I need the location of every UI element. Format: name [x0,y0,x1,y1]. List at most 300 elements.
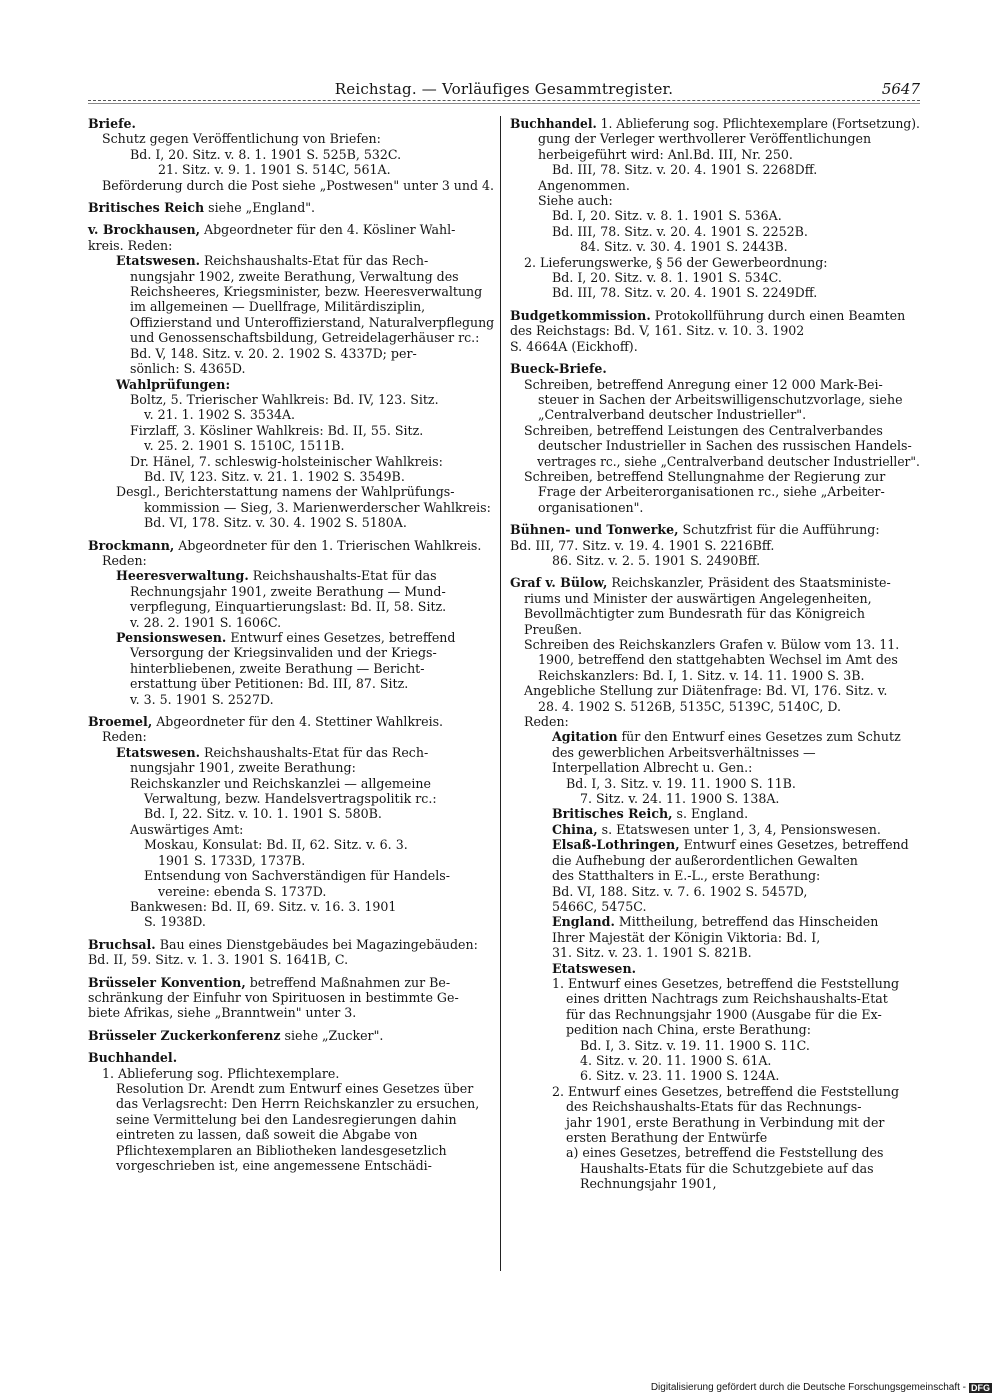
entry-line [88,284,494,299]
entry-line [510,453,920,469]
line-text: vereine: ebenda S. 1737D. [158,883,327,899]
entry-line [88,884,494,899]
entry-line [88,423,494,438]
entry-line [510,868,920,883]
headword-text: Bau eines Dienstgebäudes bei Magazingebäuden: [155,936,478,952]
line-text: biete Afrikas, siehe „Branntwein" unter 3. [88,1005,357,1021]
line-text: Pflichtexemplaren an Bibliotheken landesgesetzlich [116,1142,447,1158]
line-text: nungsjahr 1901, zweite Berathung: [130,760,356,776]
line-text: Firzlaff, 3. Kösliner Wahlkreis: Bd. II, 55. Sitz. [130,422,424,438]
headword: Brockmann, [88,537,175,553]
headword-text: 1. Ablieferung sog. Pflichtexemplare (Fortsetzung). [596,116,920,131]
headword-text: Reichskanzler, Präsident des Staatsministe- [607,575,891,591]
line-text: v. 25. 2. 1901 S. 1510C, 1511B. [144,438,345,454]
line-text: 28. 4. 1902 S. 5126B, 5135C, 5139C, 5140C, D. [538,698,841,714]
line-text: Entwurf eines Gesetzes, betreffend [226,630,456,645]
entry-headline [88,714,494,729]
entry-line [88,822,494,837]
entry-line [88,346,494,361]
left-column [88,116,494,1180]
header-rule-solid [88,103,920,104]
entry-line [510,760,920,775]
line-text: erstattung über Petitionen: Bd. III, 87. Sitz. [130,676,409,692]
line-text: jahr 1901, erste Berathung in Verbindung mit der [566,1114,885,1130]
entry-line [88,178,493,193]
entry-line [510,714,920,729]
headword-text: Abgeordneter für den 4. Stettiner Wahlkreis. [152,714,444,730]
entry-line [88,584,494,599]
entry-line [510,270,920,285]
right-column [510,116,920,1199]
line-text: Dr. Hänel, 7. schleswig-holsteinischer Wahlkreis: [130,453,443,469]
entry-line [88,377,494,392]
entry-line [510,822,920,837]
entry-line [510,339,920,354]
index-entry [510,308,920,354]
line-text: Bd. I, 3. Sitz. v. 19. 11. 1900 S. 11B. [566,775,796,791]
entry-line [510,1022,920,1037]
line-text: v. 28. 2. 1901 S. 1606C. [130,614,282,630]
line-text: kreis. Reden: [88,237,173,253]
entry-line [510,484,920,499]
subheading: Britisches Reich, [552,806,673,822]
entry-line [510,945,920,960]
line-text: Reden: [524,714,569,730]
entry-line [88,1066,494,1081]
entry-line [88,1158,494,1173]
entry-line [510,1115,920,1130]
entry-headline [88,538,494,553]
line-text: Boltz, 5. Trierischer Wahlkreis: Bd. IV, 123. Sitz. [130,391,439,407]
index-entry [88,222,494,530]
line-text: Beförderung durch die Post siehe „Postwesen" unter 3 und 4. [101,177,495,193]
entry-line [510,1145,920,1160]
index-entry [510,361,920,515]
entry-line [510,538,920,553]
entry-headline [88,116,494,131]
entry-headline [88,1050,494,1065]
entry-headline [510,522,920,537]
line-text: 2. Entwurf eines Gesetzes, betreffend die Feststellung [552,1083,900,1099]
line-text: Reden: [102,552,147,568]
line-text: Reichshaushalts-Etat für das Rech- [199,253,429,269]
line-text: 31. Sitz. v. 23. 1. 1901 S. 821B. [552,945,752,961]
entry-line [88,661,494,676]
headword: Brüsseler Konvention, [88,974,246,990]
line-text: Versorgung der Kriegsinvaliden und der Kriegs- [130,645,437,661]
line-text: Bevollmächtigter zum Bundesrath für das Königreich [524,606,865,622]
entry-line [88,253,494,268]
entry-line [88,1096,494,1111]
entry-line [88,469,494,484]
entry-line [510,1068,920,1083]
headword-text: Abgeordneter für den 1. Trierischen Wahlkreis. [174,537,482,553]
line-text: Siehe auch: [538,193,613,209]
line-text: Schutz gegen Veröffentlichung von Briefen: [102,131,381,147]
entry-line [88,515,494,530]
line-text: Schreiben, betreffend Leistungen des Centralverbandes [524,422,883,438]
entry-line [88,745,494,760]
entry-line [510,423,920,438]
subheading: Heeresverwaltung. [116,568,249,584]
subheading: England. [552,914,615,930]
line-text: Reichskanzler und Reichskanzlei — allgemeine [130,775,431,791]
entry-line [510,407,920,422]
entry-line [510,377,920,392]
line-text: und Genossenschaftsbildung, Getreidelagerhäuser rc.: [130,330,480,346]
entry-line [88,676,494,691]
entry-line [510,224,920,239]
line-text: 1901 S. 1733D, 1737B. [158,852,306,868]
line-text: a) eines Gesetzes, betreffend die Feststellung des [566,1145,884,1161]
line-text: Schreiben des Reichskanzlers Grafen v. Bülow vom 13. 11. [524,637,900,652]
headword: Budgetkommission. [510,307,651,323]
line-text: Bd. III, 78. Sitz. v. 20. 4. 1901 S. 2268Dff. [552,162,818,178]
entry-line [88,314,495,330]
subheading: China, [552,821,598,837]
entry-line [88,806,494,821]
line-text: Ihrer Majestät der Königin Viktoria: Bd. I, [552,929,821,945]
page-number: 5647 [881,80,920,98]
headword-text: siehe „Zucker". [280,1027,384,1043]
line-text: für den Entwurf eines Gesetzes zum Schutz [617,729,901,745]
entry-headline [88,1028,494,1043]
index-entry [510,522,920,568]
entry-line [88,599,494,614]
line-text: Bd. II, 59. Sitz. v. 1. 3. 1901 S. 1641B, C. [88,952,349,968]
line-text: 5466C, 5475C. [552,898,647,914]
entry-line [510,438,920,453]
entry-line [88,645,494,660]
index-entry [510,575,920,1191]
line-text: nungsjahr 1902, zweite Berathung, Verwaltung des [130,268,459,284]
entry-line [510,1099,920,1114]
entry-line [88,299,494,314]
entry-line [510,1176,920,1191]
line-text: riums und Minister der auswärtigen Angelegenheiten, [524,590,872,606]
line-text: v. 3. 5. 1901 S. 2527D. [130,691,274,707]
line-text: gung der Verleger werthvollerer Veröffentlichungen [538,131,872,147]
line-text: s. Etatswesen unter 1, 3, 4, Pensionswesen. [597,821,881,837]
entry-headline [88,200,494,215]
entry-line [510,668,920,683]
entry-line [88,776,494,791]
line-text: vertrages rc., siehe „Centralverband deutscher Industrieller". [537,453,920,469]
line-text: 1. Entwurf eines Gesetzes, betreffend die Feststellung [552,975,900,991]
line-text: Rechnungsjahr 1901, [580,1176,717,1192]
entry-line [510,162,920,177]
entry-line [510,683,920,698]
entry-line [88,853,494,868]
line-text: Reichskanzlers: Bd. I, 1. Sitz. v. 14. 11. 1900 S. 3B. [538,667,865,683]
entry-line [88,147,494,162]
line-text: pedition nach China, erste Berathung: [566,1022,811,1038]
entry-line [510,131,920,146]
entry-line [88,630,494,645]
line-text: Verwaltung, bezw. Handelsvertragspolitik rc.: [144,791,437,807]
line-text: Schreiben, betreffend Stellungnahme der Regierung zur [524,468,886,484]
headword: Bruchsal. [88,936,156,952]
entry-line [88,553,494,568]
line-text: Bd. III, 77. Sitz. v. 19. 4. 1901 S. 2216Bff. [510,537,775,553]
line-text: 4. Sitz. v. 20. 11. 1900 S. 61A. [580,1052,772,1068]
column-divider [500,116,501,1271]
line-text: des gewerblichen Arbeitsverhältnisses — [552,744,816,760]
line-text: des Statthalters in E.-L., erste Berathung: [552,868,821,884]
line-text: Haushalts-Etats für die Schutzgebiete auf das [580,1160,874,1176]
entry-headline [510,308,920,323]
line-text: Bd. VI, 188. Sitz. v. 7. 6. 1902 S. 5457D, [552,883,808,899]
index-entry [88,1028,494,1043]
line-text: Bd. I, 22. Sitz. v. 10. 1. 1901 S. 580B. [144,806,382,822]
entry-line [88,330,494,345]
headword-text: betreffend Maßnahmen zur Be- [245,974,451,990]
entry-line [88,361,494,376]
page-header [88,80,920,102]
subheading: Agitation [552,729,618,745]
line-text: Interpellation Albrecht u. Gen.: [552,760,753,776]
index-entry [88,937,494,968]
line-text: s. England. [672,806,749,822]
line-text: Bankwesen: Bd. II, 69. Sitz. v. 16. 3. 1901 [130,898,397,914]
entry-line [510,699,920,714]
headword: Graf v. Bülow, [510,575,608,591]
entry-line [510,1161,920,1176]
entry-line [510,884,920,899]
entry-line [88,407,494,422]
line-text: Angebliche Stellung zur Diätenfrage: Bd. VI, 176. Sitz. v. [524,683,888,699]
line-text: Entsendung von Sachverständigen für Handels- [144,868,450,884]
entry-line [88,837,494,852]
entry-line [510,745,920,760]
line-text: Bd. I, 20. Sitz. v. 8. 1. 1901 S. 534C. [552,270,782,286]
entry-line [510,1038,920,1053]
line-text: die Aufhebung der außerordentlichen Gewalten [552,852,858,868]
subheading: Etatswesen. [552,960,636,976]
line-text: Reichshaushalts-Etat für das Rech- [199,744,429,760]
entry-line [510,806,920,821]
headword: Brüsseler Zuckerkonferenz [88,1027,281,1043]
line-text: Schreiben, betreffend Anregung einer 12 000 Mark-Bei- [524,376,883,392]
line-text: 21. Sitz. v. 9. 1. 1901 S. 514C, 561A. [158,162,391,178]
entry-line [88,454,494,469]
entry-line [88,1112,494,1127]
dfg-logo: DFG [971,1382,990,1393]
subheading: Etatswesen. [116,253,200,269]
headword: Bühnen- und Tonwerke, [510,522,679,538]
line-text: sönlich: S. 4365D. [130,361,246,377]
headword-text: Schutzfrist für die Aufführung: [678,522,880,538]
line-text: für das Rechnungsjahr 1900 (Ausgabe für die Ex- [566,1006,882,1022]
line-text: seine Vermittelung bei den Landesregierungen dahin [116,1111,457,1127]
line-text: herbeigeführt wird: Anl.Bd. III, Nr. 250. [538,146,793,162]
subheading: Wahlprüfungen: [116,376,231,392]
headword: Buchhandel. [510,116,597,131]
entry-line [88,692,494,707]
entry-headline [510,116,920,131]
entry-line [510,553,920,568]
line-text: Frage der Arbeiterorganisationen rc., siehe „Arbeiter- [538,484,885,500]
line-text: Resolution Dr. Arendt zum Entwurf eines Gesetzes über [116,1080,474,1096]
line-text: kommission — Sieg, 3. Marienwerderscher Wahlkreis: [144,499,491,515]
entry-line [510,208,920,223]
entry-line [510,1130,920,1145]
entry-line [88,568,494,583]
entry-line [510,147,920,162]
index-entry [88,538,494,707]
entry-headline [510,361,920,376]
entry-line [88,899,494,914]
line-text: Bd. IV, 123. Sitz. v. 21. 1. 1902 S. 3549B. [144,468,405,484]
entry-line [510,776,920,791]
entry-line [510,930,920,945]
line-text: Bd. VI, 178. Sitz. v. 30. 4. 1902 S. 5180A. [144,515,407,531]
footer-credit: Digitalisierung gefördert durch die Deutsche Forschungsgemeinschaft - [650,1382,966,1393]
entry-line [88,1005,494,1020]
line-text: Offizierstand und Unteroffizierstand, Naturalverpflegung [129,314,495,330]
line-text: S. 1938D. [144,914,206,930]
line-text: 7. Sitz. v. 24. 11. 1900 S. 138A. [580,791,780,807]
entry-line [510,899,920,914]
line-text: vorgeschrieben ist, eine angemessene Entschädi- [116,1158,432,1173]
index-entry [88,975,494,1021]
entry-headline [88,937,494,952]
entry-headline [88,975,494,990]
headword-text: Protokollführung durch einen Beamten [650,307,906,323]
line-text: Angenommen. [538,177,630,193]
line-text: 1900, betreffend den stattgehabten Wechsel im Amt des [538,652,898,668]
entry-line [510,991,920,1006]
index-entry [510,116,920,301]
entry-line [510,976,920,991]
line-text: eintreten zu lassen, daß soweit die Abgabe von [116,1127,418,1143]
entry-headline [510,575,920,590]
index-entry [88,200,494,215]
entry-line [510,914,920,929]
entry-line [88,990,494,1005]
entry-line [510,1053,920,1068]
entry-line [88,615,494,630]
entry-line [510,255,920,270]
line-text: 84. Sitz. v. 30. 4. 1901 S. 2443B. [580,239,788,255]
entry-line [510,961,920,976]
line-text: Entwurf eines Gesetzes, betreffend [679,837,909,853]
entry-line [88,238,494,253]
line-text: Desgl., Berichterstattung namens der Wahlprüfungs- [116,484,455,500]
header-rule [88,100,920,101]
headword: Briefe. [88,116,136,131]
line-text: 2. Lieferungswerke, § 56 der Gewerbeordnung: [524,254,828,270]
line-text: verpflegung, Einquartierungslast: Bd. II, 58. Sitz. [130,599,447,615]
line-text: Bd. III, 78. Sitz. v. 20. 4. 1901 S. 2249Dff. [552,285,818,301]
entry-line [88,1127,494,1142]
entry-line [88,914,494,929]
headword-text: Abgeordneter für den 4. Kösliner Wahl- [200,222,456,238]
subheading: Elsaß-Lothringen, [552,837,680,853]
entry-line [510,239,920,254]
line-text: des Reichstags: Bd. V, 161. Sitz. v. 10. 3. 1902 [510,323,805,339]
entry-line [510,837,920,852]
entry-line [510,606,920,621]
line-text: Mittheilung, betreffend das Hinscheiden [614,914,879,930]
entry-line [88,729,494,744]
line-text: das Verlagsrecht: Den Herrn Reichskanzler zu ersuchen, [116,1096,480,1112]
line-text: ersten Berathung der Entwürfe [566,1130,768,1145]
entry-headline [88,222,494,237]
entry-line [88,868,494,883]
index-entry [88,116,494,193]
line-text: v. 21. 1. 1902 S. 3534A. [144,407,296,423]
line-text: Bd. I, 20. Sitz. v. 8. 1. 1901 S. 536A. [552,208,782,224]
entry-line [88,500,494,515]
line-text: Reichshaushalts-Etat für das [248,568,437,584]
line-text: S. 4664A (Eickhoff). [510,338,638,354]
entry-line [88,1081,494,1096]
line-text: Preußen. [524,621,583,637]
entry-line [510,1084,920,1099]
entry-line [510,500,920,515]
entry-line [88,392,494,407]
entry-line [510,791,920,806]
line-text: Auswärtiges Amt: [130,821,244,837]
line-text: organisationen". [538,499,644,515]
entry-line [510,853,920,868]
headword-text: siehe „England". [204,200,316,216]
index-entry [88,714,494,930]
entry-line [88,484,494,499]
line-text: Reichsheeres, Kriegsminister, bezw. Heeresverwaltung [130,284,483,300]
subheading: Pensionswesen. [116,630,227,645]
line-text: im allgemeinen — Duellfrage, Militärdisziplin, [130,299,426,315]
index-entry [88,1050,494,1173]
headword: Bueck-Briefe. [510,361,607,377]
entry-line [88,162,494,177]
entry-line [510,622,920,637]
line-text: Bd. V, 148. Sitz. v. 20. 2. 1902 S. 4337D; per- [130,345,417,361]
entry-line [510,193,920,208]
line-text: Bd. III, 78. Sitz. v. 20. 4. 1901 S. 2252B. [552,223,808,239]
line-text: deutscher Industrieller in Sachen des russischen Handels- [538,438,912,454]
entry-line [88,131,494,146]
entry-line [88,952,494,967]
line-text: Rechnungsjahr 1901, zweite Berathung — Mund- [130,583,446,599]
line-text: Reden: [102,729,147,745]
entry-line [88,1143,494,1158]
running-title: Reichstag. — Vorläufiges Gesammtregister. [334,80,674,98]
entry-line [88,269,494,284]
line-text: steuer in Sachen der Arbeitswilligenschutzvorlage, siehe [538,391,903,407]
line-text: Moskau, Konsulat: Bd. II, 62. Sitz. v. 6. 3. [144,837,408,853]
subheading: Etatswesen. [116,744,200,760]
line-text: Bd. I, 20. Sitz. v. 8. 1. 1901 S. 525B, 532C. [130,146,402,162]
entry-line [510,652,920,667]
line-text: 1. Ablieferung sog. Pflichtexemplare. [102,1065,340,1081]
line-text: schränkung der Einfuhr von Spirituosen in bestimmte Ge- [88,989,459,1005]
entry-line [510,178,920,193]
line-text: Bd. I, 3. Sitz. v. 19. 11. 1900 S. 11C. [580,1037,810,1053]
entry-line [510,729,920,744]
entry-line [510,1007,920,1022]
headword: Buchhandel. [88,1050,178,1066]
entry-line [88,760,494,775]
entry-line [510,392,920,407]
entry-line [88,791,494,806]
entry-line [510,469,920,484]
footer [651,1382,992,1393]
headword: Britisches Reich [88,200,205,216]
entry-line [510,637,920,652]
headword: v. Brockhausen, [88,222,201,238]
